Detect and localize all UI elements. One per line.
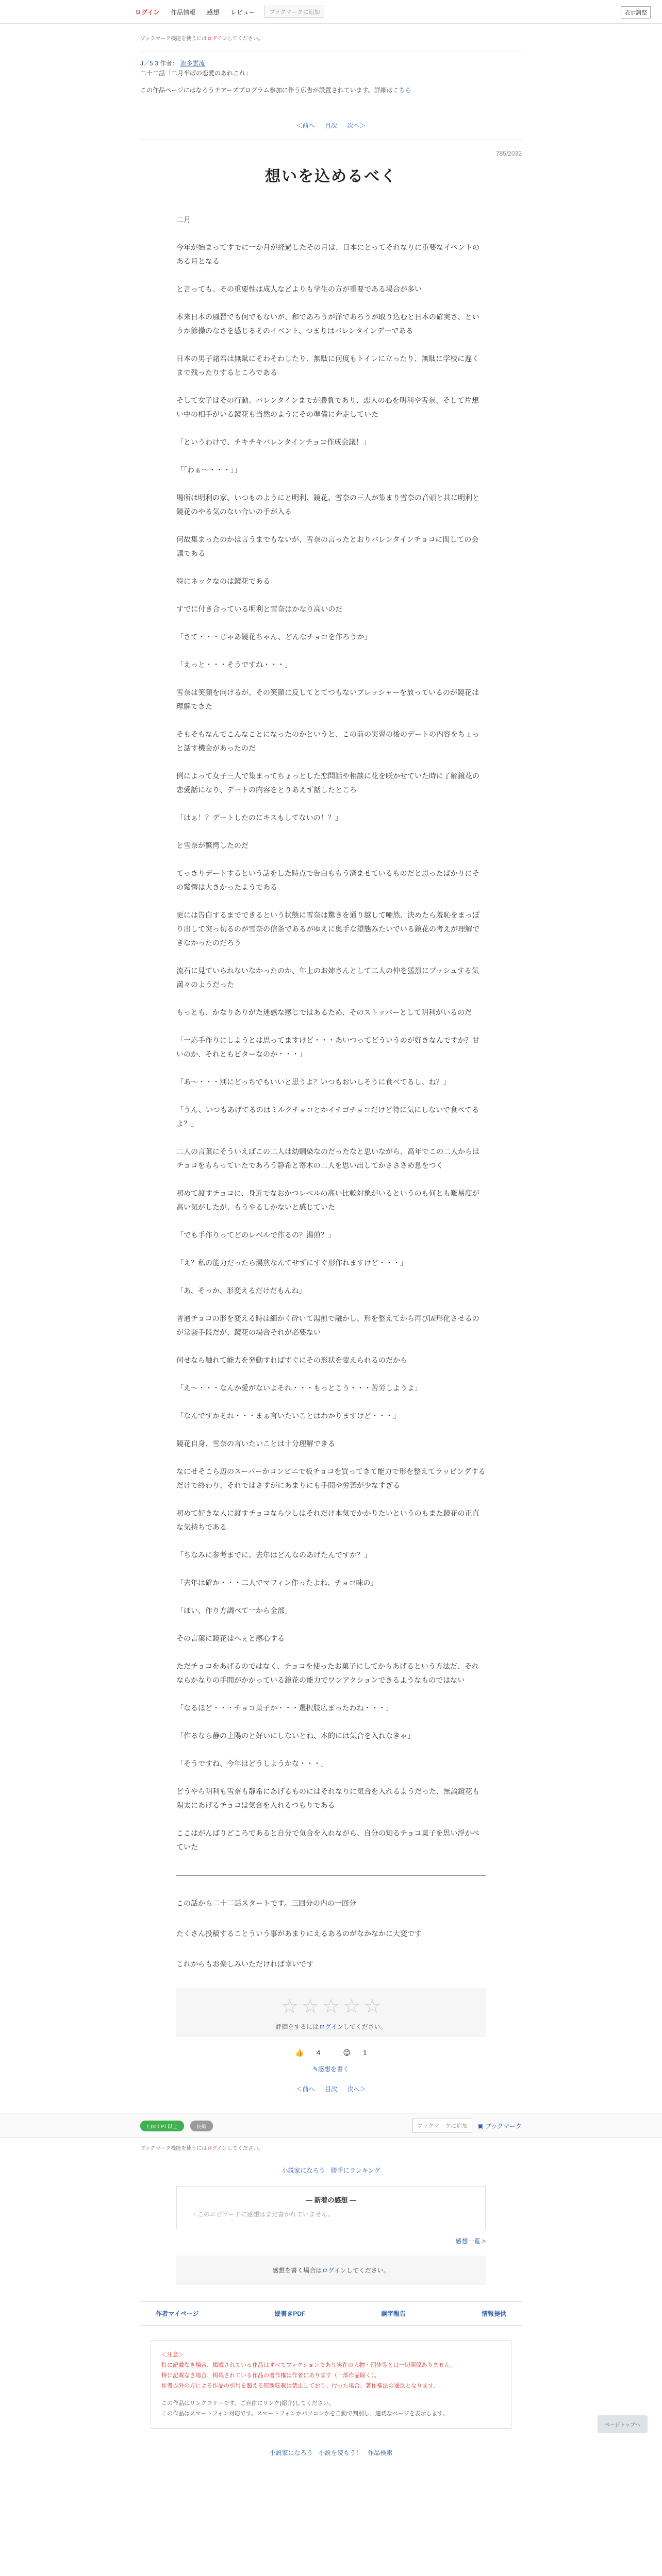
bookmark-login-notice-bottom — [140, 2138, 522, 2151]
display-settings-button[interactable]: 表示調整 — [621, 6, 651, 19]
star-icon[interactable]: ☆ — [363, 1996, 382, 2018]
length-badge: 長編 — [190, 2121, 213, 2131]
episode-position: J／5 3 — [140, 60, 158, 67]
rating-box — [176, 1988, 486, 2037]
notice-prefix-bottom: ブックマーク機能を使うには — [140, 2146, 207, 2151]
body-paragraph: そして女子はその行動、バレンタインまでが勝負であり、恋人の心を明利や雪奈、そして片想い中の相手がいる鏡花も当然のようにその準備に奔走していた — [176, 396, 479, 418]
caution-line: 特に記載なき場合、掲載されている作品はすべてフィクションであり実在の人物・団体等とは一切関係ありません。 — [161, 2362, 456, 2368]
site-search-link[interactable]: 作品検索 — [368, 2449, 393, 2456]
body-paragraph: 場所は明利の家、いつものようにと明利、鏡花、雪奈の三人が集まり雪奈の音頭と共に明利と鏡花のやる気のない合いの手が入る — [176, 494, 479, 516]
points-badge: 1,000 PT以上 — [140, 2121, 184, 2131]
body-paragraph: 鏡花自身、雪奈の言いたいことは十分理解できる — [176, 1439, 335, 1448]
body-paragraph: 「なるほど・・・チョコ菓子か・・・選択肢広まったわね・・・」 — [176, 1704, 393, 1712]
body-paragraph: 「えっと・・・そうですね・・・」 — [176, 660, 292, 669]
site-bottom-links — [0, 2448, 662, 2471]
body-paragraph: 「あ～・・・別にどっちでもいいと思うよ？いつもおいしそうに食べてるし、ね？」 — [176, 1078, 451, 1086]
body-paragraph: 「え～・・・なんか愛がないよそれ・・・もっとこう・・・苦労しようよ」 — [176, 1384, 422, 1392]
body-paragraph: 初めて渡すチョコに、身近でなおかつレベルの高い比較対象がいるというのも何とも難易度が高い気がしたが、もうやるしかないと感じていた — [176, 1189, 479, 1211]
body-paragraph: すでに付き合っている明利と雪奈はかなり高いのだ — [176, 605, 343, 613]
new-impressions-heading: — 新着の感想 — — [305, 2196, 357, 2204]
author-label: 作者： — [160, 60, 179, 67]
chapter-heading: 二十二話「二月半ばの恋愛のあれこれ」 — [140, 70, 252, 77]
body-paragraph: 特にネックなのは鏡花である — [176, 577, 270, 585]
reactions — [0, 2048, 662, 2057]
caution-box — [151, 2340, 511, 2429]
nav-login-link[interactable]: ログイン — [135, 8, 160, 16]
nav-review-link[interactable]: レビュー — [230, 8, 256, 16]
body-paragraph: 「でも手作りってどのレベルで作るの？湯煎？」 — [176, 1231, 335, 1239]
body-paragraph: 「作るなら静の上陽のと好いにしないとね、本的には気合を入れなきゃ」 — [176, 1732, 415, 1740]
body-paragraph: 今年が始まってすでに一か月が経過したその月は、日本にとってそれなりに重要なイベントのある月となる — [176, 243, 480, 265]
body-paragraph: その言葉に鏡花はへぇと感心する — [176, 1634, 285, 1642]
vertical-pdf-link[interactable]: 縦書きPDF — [274, 2310, 306, 2317]
afterword-paragraph: これからもお楽しみいただければ幸いです — [176, 1960, 313, 1968]
body-paragraph: 「なんですかそれ・・・まぁ言いたいことはわかりますけど・・・」 — [176, 1412, 400, 1420]
thumbs-up-icon: 👍 — [295, 2048, 304, 2057]
work-toolbar — [0, 2113, 662, 2138]
star-icon[interactable]: ☆ — [301, 1996, 319, 2018]
body-paragraph: 「ちなみに参考までに、去年はどんなのあげたんですか？」 — [176, 1551, 371, 1559]
info-report-link[interactable]: 情報提供 — [481, 2310, 506, 2317]
star-icon[interactable]: ☆ — [280, 1996, 299, 2018]
new-impressions-box — [176, 2186, 486, 2229]
header-nav — [135, 8, 264, 16]
next-link[interactable]: 次へ＞ — [347, 122, 366, 129]
body-paragraph: ただチョコをあげるのではなく、チョコを使ったお菓子にしてからあげるという方法だ、それならかなりの手間がかかっている鏡花の能力でワンアクションできるようなものではない — [176, 1662, 479, 1684]
caution-title: ＜注意＞ — [161, 2352, 184, 2358]
body-paragraph: 二人の言葉にそういえばこの二人は幼馴染なのだったなと思いながら、高年でこの二人からはチョコをもらっていたであろう静希と寄木の二人を思い出してかさささめ息をつく — [176, 1147, 479, 1170]
body-paragraph: 普通チョコの形を変える時は細かく砕いて湯煎で融かし、形を整えてから再び固形化させるのが常套手段だが、鏡花の場合それが必要ない — [176, 1314, 479, 1336]
afterword-paragraph: この話から二十二話スタートです。三回分の内の一回分 — [176, 1899, 356, 1907]
body-paragraph: 何せなら触れて能力を発動すればすぐにその形状を変えられるのだから — [176, 1356, 407, 1364]
smile-count: 1 — [362, 2048, 367, 2057]
body-paragraph: 更には告白するまでできるという状態に雪奈は驚きを通り越して唖然、決めたら羞恥をまっぽり出して突っ切るのが雪奈の信条であるがゆえに奥手な望態みたいでいる鏡花の考えが理解できなかったのだろう — [176, 911, 479, 947]
page-top-button[interactable]: ページトップへ — [598, 2415, 648, 2433]
caution-info-line: この作品はリンクフリーです。ご自由にリンク(紹介)してください。 — [161, 2400, 335, 2406]
body-paragraph: なにせそこら辺のスーパーかコンビニで板チョコを買ってきて能力で形を整えてラッピングするだけで終わり、それではさすがにあまりにも手間や労苦が少なすぎる — [176, 1467, 486, 1489]
body-paragraph: 「去年は確か・・・二人でマフィン作ったよね、チョコ味の」 — [176, 1579, 378, 1587]
typo-report-link[interactable]: 誤字報告 — [381, 2310, 406, 2317]
body-paragraph: てっきりデートするという話をした時点で告白ももう済ませているものだと思ったばかりにその驚愕は大きかったようである — [176, 869, 479, 891]
notice-suffix: してください。 — [227, 36, 263, 42]
site-yomou-link[interactable]: 小説を読もう！ — [318, 2449, 362, 2456]
notice-login-link[interactable]: ログイン — [207, 36, 227, 42]
body-paragraph: 「一応手作りにしようとは思ってますけど・・・あいつってどういうのが好きなんですか？甘いのか、それともビターなのか・・・」 — [176, 1036, 479, 1058]
write-impression-link[interactable]: ✎感想を書く — [312, 2065, 350, 2073]
narou-link[interactable]: 小説家になろう — [282, 2167, 325, 2174]
body-paragraph: と言っても、その重要性は成人などよりも学生の方が重要である場合が多い — [176, 285, 422, 293]
body-paragraph: 雪奈は笑顔を向けるが、その笑顔に反してとてつもないプレッシャーを放っているのが鏡花は理解できた — [176, 688, 479, 710]
impressions-more — [176, 2236, 486, 2245]
body-paragraph: 「さて・・・じゃあ鏡花ちゃん、どんなチョコを作ろうか」 — [176, 633, 372, 641]
chapter-number: 785/2032 — [495, 150, 522, 157]
body-paragraph: 「え？私の能力だったら湯煎なんてせずにすぐ形作れますけど・・・」 — [176, 1259, 407, 1267]
rating-note-suffix: してください。 — [343, 2023, 387, 2030]
login-box-prefix: 感想を書く場合は — [272, 2267, 322, 2274]
body-paragraph: 「というわけで、チキチキバレンタインチョコ作成会議！」 — [176, 438, 371, 446]
notice-prefix: ブックマーク機能を使うには — [140, 36, 207, 42]
footer-links — [140, 2301, 522, 2326]
prev-link-bottom[interactable]: ＜前へ — [296, 2086, 315, 2093]
body-paragraph: 本来日本の風習でも何でもないが、和であろうが洋であろうが取り込むと日本の確実さ、というか節操のなさを感じるそのイベント、つまりはバレンタインデーである — [176, 313, 479, 335]
body-paragraph: 流石に見ていられないなかったのか、年上のお姉さんとして二人の仲を猛烈にプッシュする気満々のようだった — [176, 967, 479, 989]
notice-suffix-bottom: してください。 — [227, 2146, 263, 2151]
body-paragraph: 「はぁ！？デートしたのにキスもしてないの！？」 — [176, 814, 342, 822]
login-box-link[interactable]: ログイン — [322, 2267, 346, 2274]
like-count: 4 — [316, 2048, 321, 2057]
bookmark-login-notice — [140, 24, 522, 52]
author-link[interactable]: 流多雲流 — [180, 60, 205, 67]
impressions-list-link[interactable]: 感想一覧 > — [455, 2238, 486, 2245]
toc-link-bottom[interactable]: 目次 — [324, 2086, 337, 2093]
episode-title: 想いを込めるべく — [265, 167, 397, 185]
write-impression — [0, 2064, 662, 2073]
afterword — [176, 1896, 486, 1971]
afterword-paragraph: たくさん投稿することういう事があまりにえるあるのがなかなかに大変です — [176, 1929, 422, 1938]
toc-link[interactable]: 目次 — [324, 122, 337, 129]
body-paragraph: 何故集まったのかは言うまでもないが、雪奈の言ったとおりバレンタインチョコに関しての会議である — [176, 535, 479, 557]
pr-detail-link[interactable]: こちら — [392, 87, 411, 94]
ranking-link[interactable]: 勝手にランキング — [330, 2167, 380, 2174]
body-paragraph: 「ほい、作り方調べて一から全部」 — [176, 1606, 292, 1615]
body-paragraph: 「うん、いつもあげてるのはミルクチョコとかイチゴチョコだけど特に気にしないで食べてるよ？」 — [176, 1106, 479, 1128]
body-paragraph: 「「わぁ～・・・」」 — [176, 466, 241, 474]
body-paragraph: と雪奈が驚愕したのだ — [176, 841, 249, 850]
author-mypage-link[interactable]: 作者マイページ — [156, 2310, 199, 2317]
star-icon[interactable]: ☆ — [343, 1996, 361, 2018]
ranking-links — [0, 2166, 662, 2175]
like-reaction[interactable] — [290, 2048, 325, 2057]
body-paragraph: 例によって女子三人で集まってちょっとした恋問話や相談に花を咲かせていた時に了解鏡花の恋愛話になり、デートの内容をとりあえず話したところ — [176, 772, 479, 794]
divider — [140, 139, 522, 140]
body-paragraph: 「そうですね、今年はどうしようかな・・・」 — [176, 1759, 328, 1768]
login-box-suffix: してください。 — [346, 2267, 390, 2274]
body-paragraph: もっとも、かなりありがた迷惑な感じではあるため、そのストッパーとして明利がいるのだ — [176, 1008, 472, 1016]
body-paragraph: 二月 — [176, 215, 191, 224]
pr-text: この作品ページにはなろうチアーズプログラム参加に伴う広告が設置されています。詳細は — [140, 87, 393, 94]
nav-work-info-link[interactable]: 作品情報 — [171, 8, 196, 16]
star-icon[interactable]: ☆ — [322, 1996, 340, 2018]
body-paragraph: そもそもなんでこんなことになったのかというと、この前の実習の後のデートの内容をちょっと話す機会があったのだ — [176, 730, 479, 752]
rating-note — [176, 2022, 486, 2031]
notice-login-link-bottom[interactable]: ログイン — [207, 2146, 227, 2151]
caution-info-line: この作品はスマートフォン対応です。スマートフォンかパソコンかを自動で判別し、適切なページを表示します。 — [161, 2411, 449, 2417]
site-narou-link[interactable]: 小説家になろう — [269, 2449, 313, 2456]
next-link-bottom[interactable]: 次へ＞ — [347, 2086, 366, 2093]
episode-body — [176, 213, 486, 1854]
star-rating[interactable] — [176, 1995, 486, 2018]
impression-login-box — [176, 2256, 486, 2285]
smile-icon: 😊 — [343, 2048, 351, 2057]
top-header — [0, 0, 662, 24]
body-paragraph: ここはがんばりどころであると自分で気合を入れながら、自分の知るチョコ菓子を思い浮かべていた — [176, 1829, 479, 1851]
body-paragraph: 日本の男子諸君は無駄にそわそわしたり、無駄に何度もトイレに立ったり、無駄に学校に遅くまで残ったりするところである — [176, 354, 479, 377]
nav-impressions-link[interactable]: 感想 — [207, 8, 220, 16]
pr-note — [140, 86, 522, 94]
body-paragraph: 初めて好きな人に渡すチョコなら少しはそれだけ本気でかかりたいというのもまた鏡花の正直な気持ちである — [176, 1509, 479, 1531]
bookmark-add-button[interactable]: ブックマークに追加 — [264, 6, 324, 18]
smile-reaction[interactable] — [338, 2048, 372, 2057]
rating-login-link[interactable]: ログイン — [319, 2023, 343, 2030]
rating-note-prefix: 評価をするには — [275, 2023, 319, 2030]
caution-line: 特に記載なき場合、掲載されている作品の著作権は作者にあります（一部作品除く）。 — [161, 2372, 380, 2379]
bookmark-add-button-bottom[interactable]: ブックマークに追加 — [412, 2119, 472, 2133]
body-paragraph: どうやら明利も雪奈も静希にあげるものにはそれなりに気合を入れるようだった、無論鏡花も陽太にあげるチョコは気合を入れるつもりである — [176, 1787, 479, 1809]
new-impressions-empty: ・このエピソードに感想はまだ書かれていません。 — [191, 2211, 334, 2218]
caution-line: 作者以外の方による作品の引用を超える無断転載は禁止しており、行った場合、著作権法の違反となります。 — [161, 2383, 439, 2389]
prev-link[interactable]: ＜前へ — [296, 122, 315, 129]
afterword-divider — [176, 1875, 486, 1876]
episode-pager-bottom — [0, 2084, 662, 2093]
body-paragraph: 「あ、そっか、形変えるだけだもんね」 — [176, 1286, 306, 1295]
work-meta — [140, 59, 522, 78]
bookmark-link[interactable]: ▣ ブックマーク — [477, 2122, 522, 2130]
episode-pager-top — [140, 121, 522, 130]
